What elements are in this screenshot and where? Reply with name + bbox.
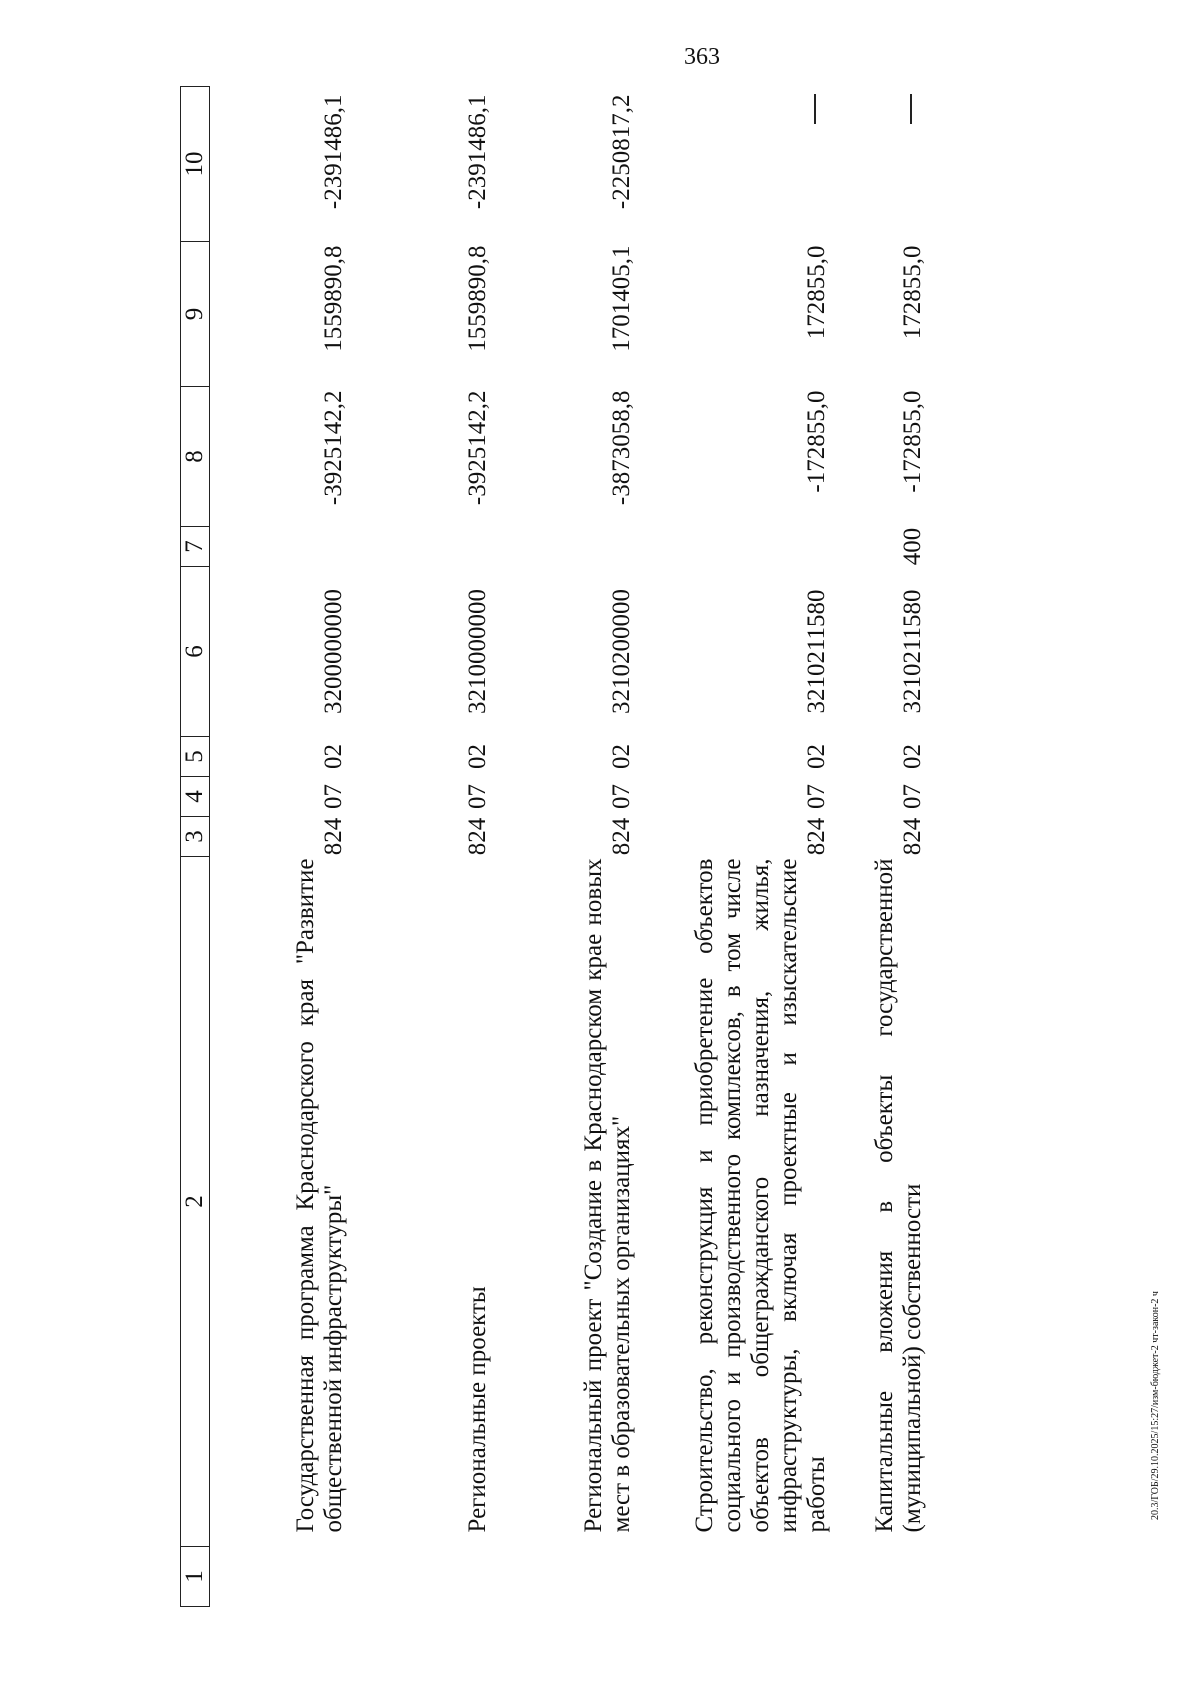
table-row xyxy=(210,87,348,1607)
rotated-table-area xyxy=(180,87,1080,1607)
row-number xyxy=(831,1547,927,1607)
cell-col-7 xyxy=(492,527,636,567)
cell-col-9: 1559890,8 xyxy=(319,245,347,352)
cell-col-10: -2391486,1 xyxy=(319,94,347,210)
cell-col-6: 3210211580 xyxy=(802,589,830,714)
header-col-7: 7 xyxy=(181,527,210,567)
cell-col-9: 172855,0 xyxy=(802,245,830,340)
cell-col-9: 1559890,8 xyxy=(463,245,491,352)
cell-col-3: 824 xyxy=(463,817,491,856)
cell-col-6: 3210211580 xyxy=(898,589,926,714)
cell-col-10: -2391486,1 xyxy=(463,94,491,210)
cell-col-3: 824 xyxy=(898,817,926,856)
table-header-row xyxy=(181,87,210,1607)
row-number xyxy=(492,1547,636,1607)
cell-col-10 xyxy=(831,87,927,242)
header-col-2: 2 xyxy=(181,857,210,1547)
row-number xyxy=(636,1547,831,1607)
table-row xyxy=(348,87,492,1607)
row-name: Капитальные вложения в объекты государственной (муниципальной) собственности xyxy=(870,858,926,1533)
budget-table xyxy=(180,86,927,1607)
table-row xyxy=(492,87,636,1607)
header-col-10: 10 xyxy=(181,87,210,242)
cell-col-5: 02 xyxy=(463,744,491,769)
header-col-1: 1 xyxy=(181,1547,210,1607)
cell-col-5: 02 xyxy=(802,744,830,769)
cell-col-5: 02 xyxy=(898,744,926,769)
cell-col-8: -3873058,8 xyxy=(607,390,635,506)
cell-col-7 xyxy=(636,527,831,567)
cell-col-7 xyxy=(210,527,348,567)
table-row xyxy=(636,87,831,1607)
cell-col-8: -3925142,2 xyxy=(319,390,347,506)
cell-col-6: 3210200000 xyxy=(607,589,635,714)
row-name: Региональный проект "Создание в Краснодарском крае новых мест в образовательных организациях" xyxy=(579,858,635,1533)
cell-col-4: 07 xyxy=(463,784,491,809)
cell-col-8: -3925142,2 xyxy=(463,390,491,506)
footer-document-code: 20.3/ГОБ/29.10.2025/15:27/изм-бюджет-2 чт-закон-2 ч xyxy=(1150,1291,1161,1520)
cell-col-4: 07 xyxy=(607,784,635,809)
cell-col-7: 400 xyxy=(898,527,926,566)
cell-col-5: 02 xyxy=(607,744,635,769)
cell-col-8: -172855,0 xyxy=(898,390,926,493)
header-col-9: 9 xyxy=(181,242,210,387)
cell-col-6: 3210000000 xyxy=(463,589,491,714)
page-number: 363 xyxy=(684,44,720,70)
header-col-5: 5 xyxy=(181,737,210,777)
row-name: Региональные проекты xyxy=(463,1286,491,1533)
row-number xyxy=(348,1547,492,1607)
cell-col-3: 824 xyxy=(607,817,635,856)
cell-col-4: 07 xyxy=(898,784,926,809)
cell-col-7 xyxy=(348,527,492,567)
header-col-3: 3 xyxy=(181,817,210,857)
header-col-6: 6 xyxy=(181,567,210,737)
cell-col-3: 824 xyxy=(319,817,347,856)
header-col-4: 4 xyxy=(181,777,210,817)
cell-col-9: 172855,0 xyxy=(898,245,926,340)
cell-col-5: 02 xyxy=(319,744,347,769)
cell-col-6: 3200000000 xyxy=(319,589,347,714)
cell-col-10 xyxy=(636,87,831,242)
table-row xyxy=(831,87,927,1607)
row-name: Строительство, реконструкция и приобретение объектов социального и производственного комплексов, в том числе объектов общегражданского назначения, жилья, инфраструктуры, включая проектные и изыскательские работы xyxy=(690,858,830,1533)
cell-col-10: -2250817,2 xyxy=(607,94,635,210)
dash-mark xyxy=(814,95,816,125)
cell-col-4: 07 xyxy=(802,784,830,809)
row-number xyxy=(210,1547,348,1607)
dash-mark xyxy=(910,95,912,125)
cell-col-3: 824 xyxy=(802,817,830,856)
header-col-8: 8 xyxy=(181,387,210,527)
cell-col-4: 07 xyxy=(319,784,347,809)
cell-col-9: 1701405,1 xyxy=(607,245,635,352)
cell-col-8: -172855,0 xyxy=(802,390,830,493)
row-name: Государственная программа Краснодарского края "Развитие общественной инфраструктуры" xyxy=(291,858,347,1533)
